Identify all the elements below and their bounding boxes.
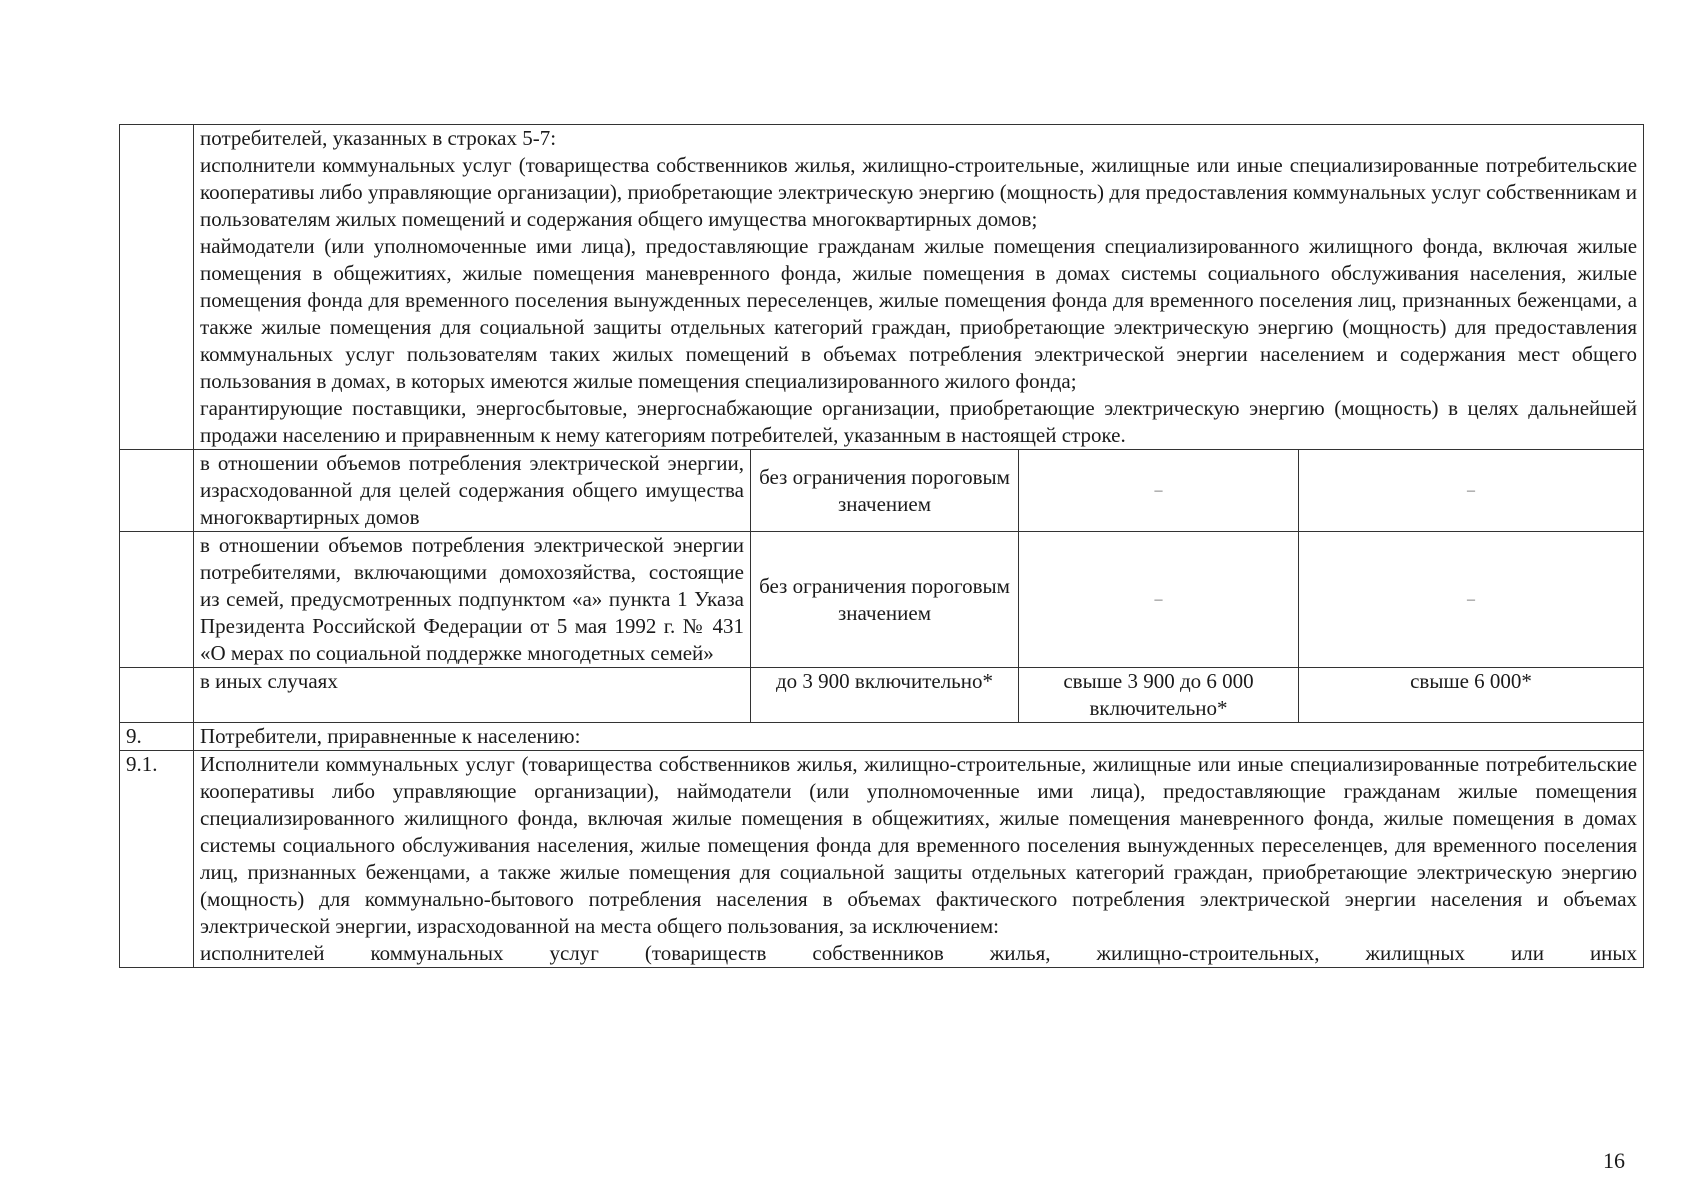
row-number-empty bbox=[120, 532, 194, 668]
table-row-continuation bbox=[120, 125, 1644, 450]
row-number-empty bbox=[120, 668, 194, 723]
table-row-large-families bbox=[120, 532, 1644, 668]
table-row-other-cases bbox=[120, 668, 1644, 723]
tariff-table bbox=[119, 124, 1644, 968]
continuation-text-cell bbox=[194, 125, 1644, 450]
row-number: 9.1. bbox=[120, 751, 194, 968]
threshold-range-2: – bbox=[1019, 450, 1299, 532]
threshold-range-1: без ограничения пороговым значением bbox=[751, 450, 1019, 532]
row-number-empty bbox=[120, 125, 194, 450]
table-row-9 bbox=[120, 723, 1644, 751]
row-number: 9. bbox=[120, 723, 194, 751]
threshold-range-1: до 3 900 включительно* bbox=[751, 668, 1019, 723]
row-heading: Потребители, приравненные к населению: bbox=[194, 723, 1644, 751]
row-number-empty bbox=[120, 450, 194, 532]
paragraph: Исполнители коммунальных услуг (товарищества собственников жилья, жилищно-строительные, жилищные или иные специализированные потребительские кооперативы либо управляющие организации), наймодатели (или уполномоченные ими лица), предоставляющие гражданам жилые помещения специализированного жилищного фонда, включая жилые помещения в общежитиях, жилые помещения маневренного фонда, жилые помещения в домах системы социального обслуживания населения, жилые помещения фонда для временного поселения вынужденных переселенцев, для временного поселения лиц, признанных беженцами, а также жилые помещения для социальной защиты отдельных категорий граждан, приобретающие электрическую энергию (мощность) для коммунально-бытового потребления населения в объемах фактического потребления электрической энергии населения и объемах электрической энергии, израсходованной на места общего пользования, за исключением: bbox=[200, 752, 1638, 938]
threshold-range-3: – bbox=[1299, 532, 1644, 668]
threshold-range-2: свыше 3 900 до 6 000 включительно* bbox=[1019, 668, 1299, 723]
row-text-cell bbox=[194, 751, 1644, 968]
table-row-9-1 bbox=[120, 751, 1644, 968]
paragraph: исполнителей коммунальных услуг (товариществ собственников жилья, жилищно-строительных, жилищных или иных bbox=[200, 941, 1638, 965]
paragraph: исполнители коммунальных услуг (товарищества собственников жилья, жилищно-строительные, жилищные или иные специализированные потребительские кооперативы либо управляющие организации), приобретающие электрическую энергию (мощность) для предоставления коммунальных услуг собственникам и пользователям жилых помещений и содержания общего имущества многоквартирных домов; bbox=[200, 153, 1638, 231]
threshold-range-3: – bbox=[1299, 450, 1644, 532]
paragraph: гарантирующие поставщики, энергосбытовые, энергоснабжающие организации, приобретающие электрическую энергию (мощность) в целях дальнейшей продажи населению и приравненным к нему категориям потребителей, указанным в настоящей строке. bbox=[200, 396, 1638, 447]
threshold-range-3: свыше 6 000* bbox=[1299, 668, 1644, 723]
paragraph: наймодатели (или уполномоченные ими лица), предоставляющие гражданам жилые помещения специализированного жилищного фонда, включая жилые помещения в общежитиях, жилые помещения маневренного фонда, жилые помещения в домах системы социального обслуживания населения, жилые помещения фонда для временного поселения вынужденных переселенцев, жилые помещения фонда для временного поселения лиц, признанных беженцами, а также жилые помещения для социальной защиты отдельных категорий граждан, приобретающие электрическую энергию (мощность) для предоставления коммунальных услуг пользователям таких жилых помещений в объемах потребления электрической энергии населением и содержания мест общего пользования в домах, в которых имеются жилые помещения специализированного жилого фонда; bbox=[200, 234, 1638, 393]
threshold-range-2: – bbox=[1019, 532, 1299, 668]
row-description: в иных случаях bbox=[194, 668, 751, 723]
paragraph: потребителей, указанных в строках 5-7: bbox=[200, 126, 557, 150]
threshold-range-1: без ограничения пороговым значением bbox=[751, 532, 1019, 668]
row-description: в отношении объемов потребления электрической энергии, израсходованной для целей содержания общего имущества многоквартирных домов bbox=[194, 450, 751, 532]
page-number: 16 bbox=[1603, 1148, 1625, 1173]
row-description: в отношении объемов потребления электрической энергии потребителями, включающими домохозяйства, состоящие из семей, предусмотренных подпунктом «а» пункта 1 Указа Президента Российской Федерации от 5 мая 1992 г. № 431 «О мерах по социальной поддержке многодетных семей» bbox=[194, 532, 751, 668]
table-row-common-property bbox=[120, 450, 1644, 532]
